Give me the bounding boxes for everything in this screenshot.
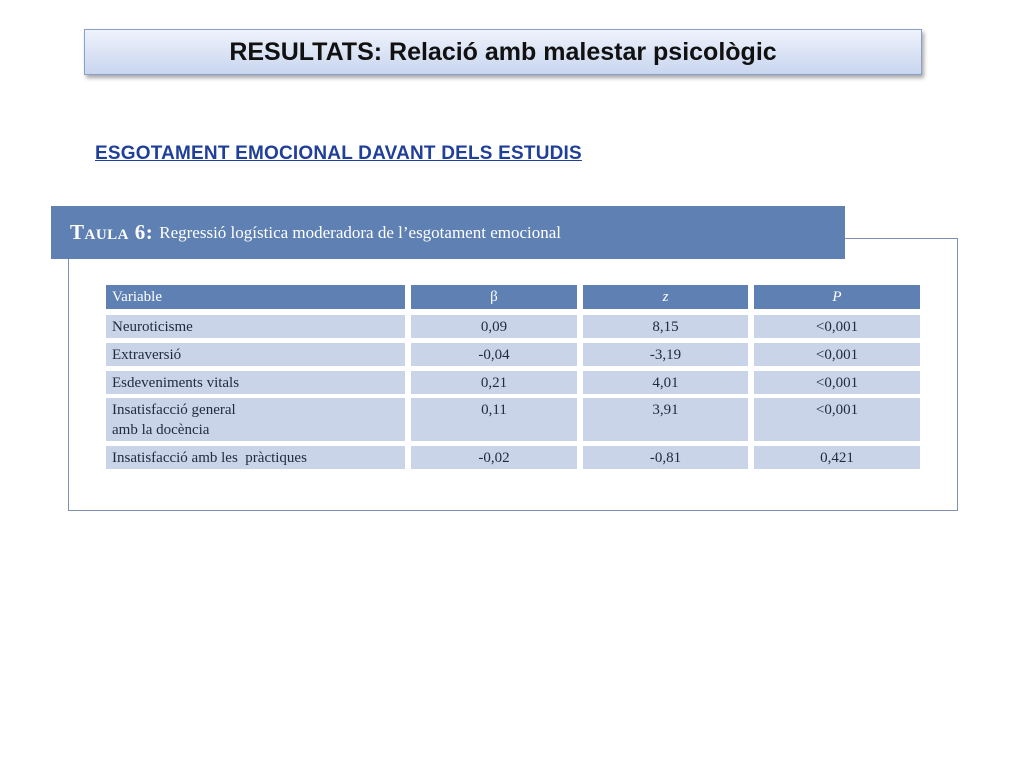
- table-row-3-z: 4,01: [583, 371, 748, 394]
- table-row-5-beta: -0,02: [411, 446, 577, 469]
- table-row-1-z: 8,15: [583, 315, 748, 338]
- table-caption: [51, 206, 845, 259]
- table-row-3-variable: Esdeveniments vitals: [106, 371, 405, 394]
- table-row-2-p: <0,001: [754, 343, 920, 366]
- section-subtitle: ESGOTAMENT EMOCIONAL DAVANT DELS ESTUDIS: [95, 143, 582, 164]
- header-variable: Variable: [106, 285, 405, 309]
- table-row-3-beta: 0,21: [411, 371, 577, 394]
- table-caption-label: Taula 6:: [70, 220, 154, 244]
- table-row-3-p: <0,001: [754, 371, 920, 394]
- table-caption-text: Regressió logística moderadora de l’esgotament emocional: [159, 222, 561, 242]
- table-row-5-p: 0,421: [754, 446, 920, 469]
- table-row-4-p: <0,001: [754, 398, 920, 441]
- slide-title-box: [84, 29, 922, 75]
- table-row-2-z: -3,19: [583, 343, 748, 366]
- table-row-2-variable: Extraversió: [106, 343, 405, 366]
- header-p: P: [754, 285, 920, 309]
- table-row-4-beta: 0,11: [411, 398, 577, 441]
- table-row-1-p: <0,001: [754, 315, 920, 338]
- header-z: z: [583, 285, 748, 309]
- table-row-4-z: 3,91: [583, 398, 748, 441]
- table-row-1-beta: 0,09: [411, 315, 577, 338]
- header-beta: β: [411, 285, 577, 309]
- table-row-2-beta: -0,04: [411, 343, 577, 366]
- table-row-5-variable: Insatisfacció amb les pràctiques: [106, 446, 405, 469]
- table-row-1-variable: Neuroticisme: [106, 315, 405, 338]
- table-row-4-variable-line2: amb la docència: [112, 422, 210, 438]
- slide-title: RESULTATS: Relació amb malestar psicològic: [229, 37, 777, 66]
- table-row-4-variable: [106, 398, 405, 441]
- table-row-4-variable-line1: Insatisfacció general: [112, 402, 236, 418]
- table-row-5-z: -0,81: [583, 446, 748, 469]
